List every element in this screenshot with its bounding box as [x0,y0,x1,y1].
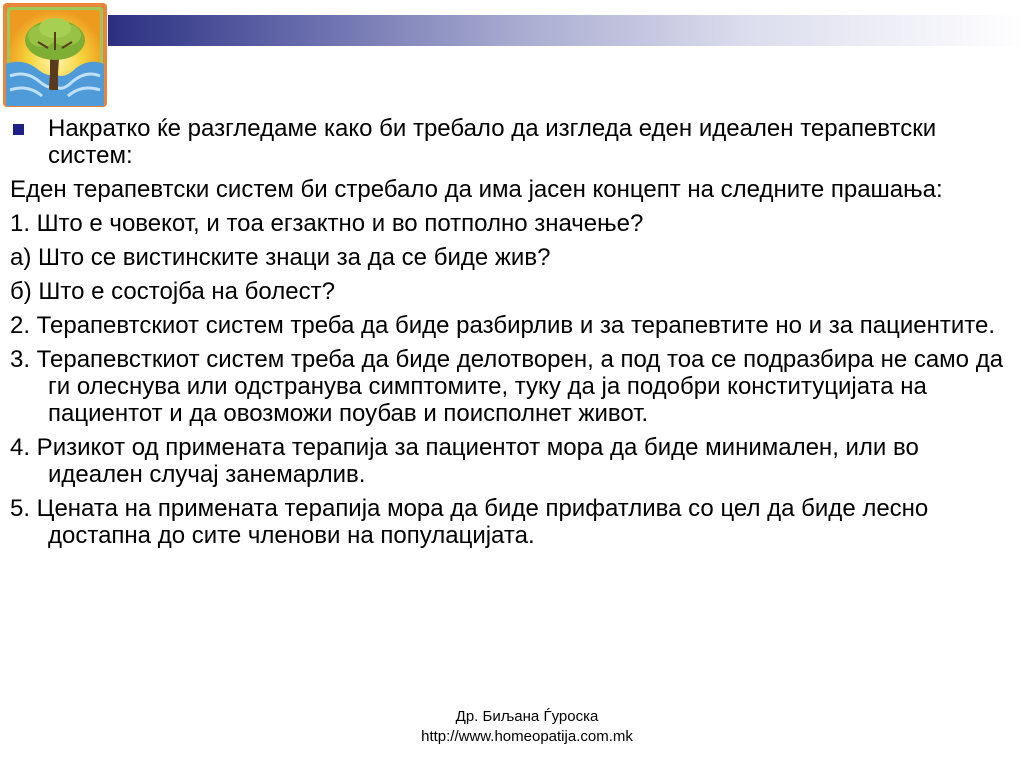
intro-bullet-paragraph [10,115,1010,169]
concept-paragraph: Еден терапевтски систем би стребало да има јасен концепт на следните прашања: [10,176,943,203]
list-item-1b: б) Што е состојба на болест? [10,278,335,305]
tree-sun-water-logo-icon [2,2,108,108]
list-item-1: 1. Што е човекот, и тоа егзактно и во потполно значење? [10,210,644,237]
list-item-1a: а) Што се вистинските знаци за да се биде жив? [10,244,551,271]
list-item-4: 4. Ризикот од применатa терапија за пациентот мора да биде минимален, или во идеален случај занемарлив. [10,434,919,488]
list-item-2: 2. Терапевтскиот систем треба да биде разбирлив и за терапевтите но и за пациентите. [10,312,996,339]
header-gradient-bar [108,15,1024,46]
slide-footer [0,707,1024,747]
square-bullet-icon [13,124,24,135]
footer-author: Др. Биљана Ѓуроска [455,708,599,725]
list-item-5: 5. Цената на применатa терапија мора да биде прифатлива со цел да биде лесно достапна до сите членови на популацијата. [10,495,929,549]
paragraph-text: Накратко ќе разгледаме како би требало да изгледа еден идеален терапевтски систем: [48,115,937,169]
slide-body [10,115,1010,556]
footer-url: http://www.homeopatija.com.mk [421,728,633,745]
list-item-3: 3. Терапевсткиот систем треба да биде делотворен, а под тоа се подразбира не само да ги олеснува или одстранува симптомите, туку да ја подобри конституцијата на пациентот и да овозможи поубав и поисполнет живот. [10,346,1004,427]
